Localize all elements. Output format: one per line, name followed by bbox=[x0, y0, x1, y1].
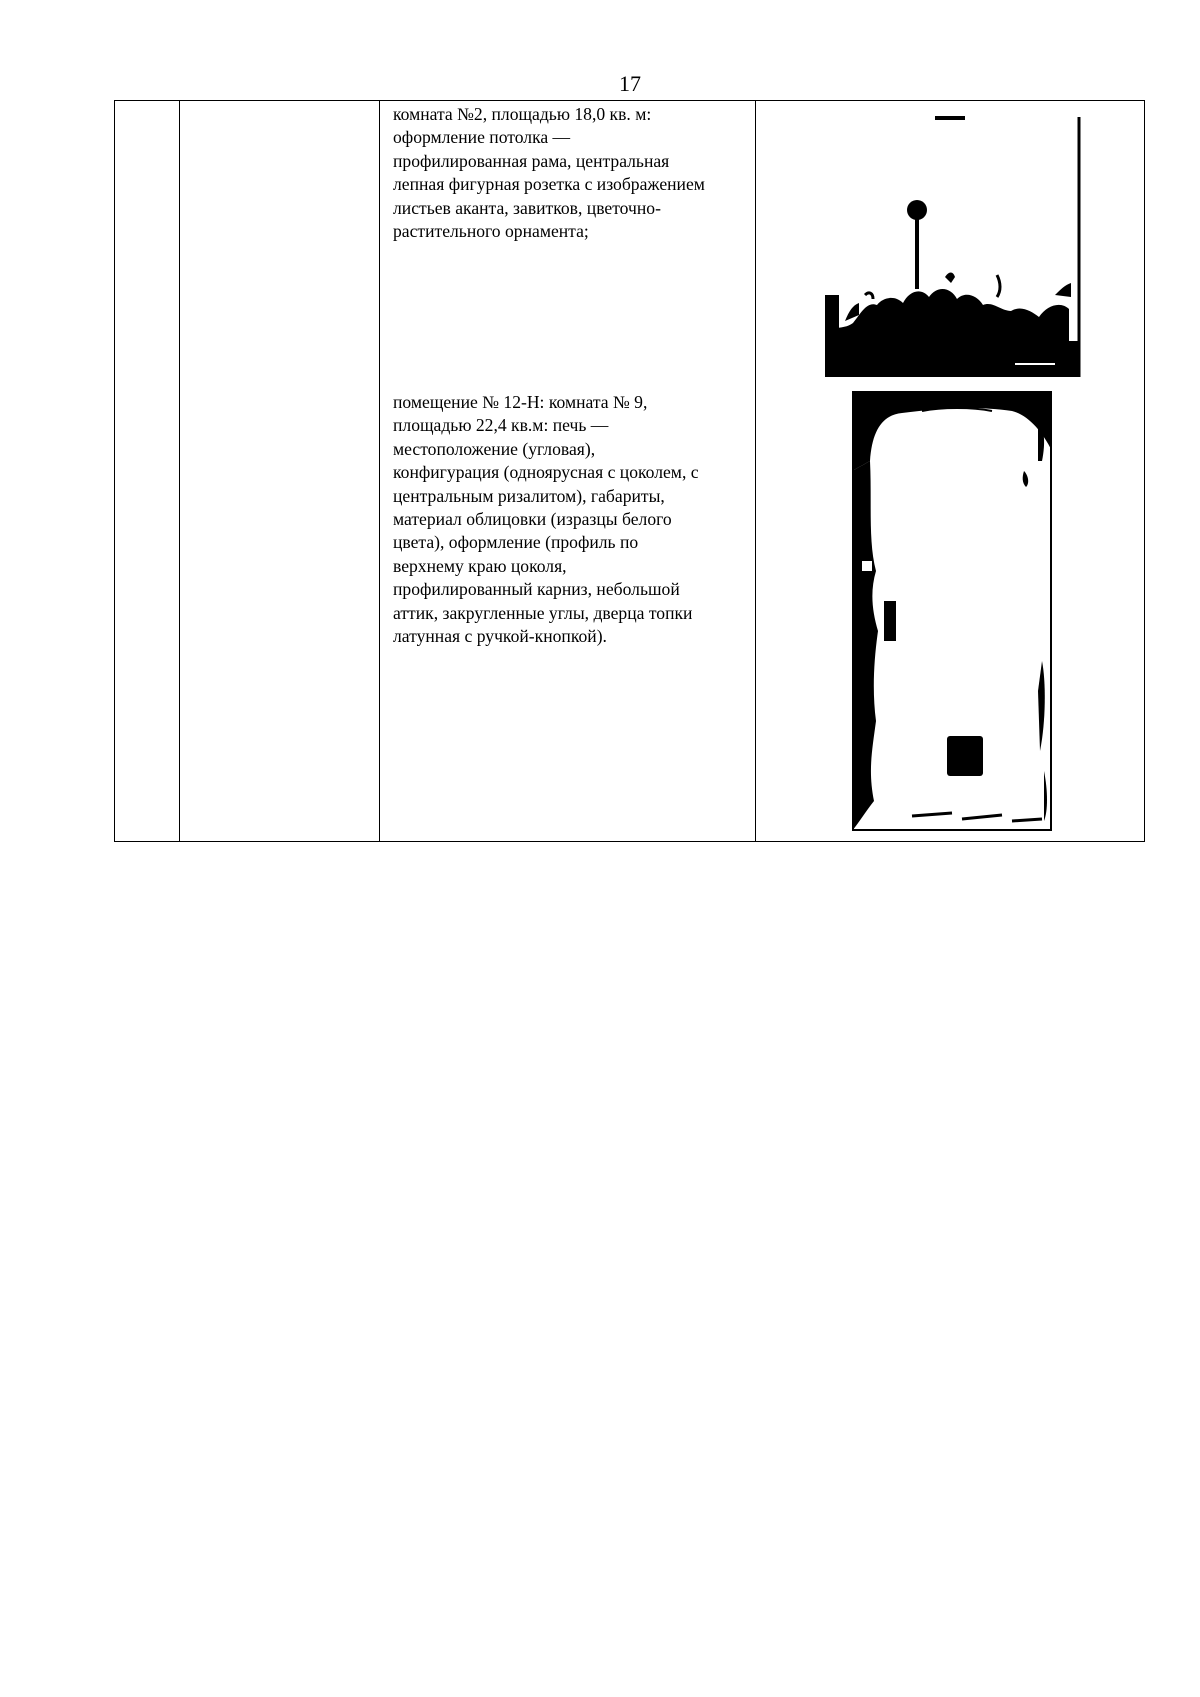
text-line: комната №2, площадью 18,0 кв. м: bbox=[393, 104, 652, 124]
text-line: латунная с ручкой-кнопкой). bbox=[393, 626, 607, 647]
text-line: оформление потолка — bbox=[393, 127, 571, 148]
text-line: помещение № 12-Н: комната № 9, bbox=[393, 392, 648, 412]
text-line: лепная фигурная розетка с изображением bbox=[393, 174, 705, 195]
text-line: цвета), оформление (профиль по bbox=[393, 532, 639, 553]
text-line: листьев аканта, завитков, цветочно- bbox=[393, 197, 661, 218]
column-divider bbox=[179, 101, 180, 841]
entry-text-room-2 bbox=[393, 103, 749, 243]
text-line: площадью 22,4 кв.м: печь — bbox=[393, 415, 609, 436]
text-line: материал облицовки (изразцы белого bbox=[393, 509, 672, 530]
text-line: верхнему краю цоколя, bbox=[393, 555, 567, 576]
tiled-stove-photo bbox=[852, 391, 1052, 831]
column-divider bbox=[755, 101, 756, 841]
text-line: профилированная рама, центральная bbox=[393, 150, 670, 171]
tiled-stove-image bbox=[852, 391, 1052, 831]
ceiling-rosette-image bbox=[825, 115, 1085, 377]
text-line: центральным ризалитом), габариты, bbox=[393, 485, 665, 506]
entry-text-room-9 bbox=[393, 391, 749, 648]
column-divider bbox=[379, 101, 380, 841]
text-line: профилированный карниз, небольшой bbox=[393, 579, 680, 600]
text-line: конфигурация (одноярусная с цоколем, с bbox=[393, 462, 699, 483]
text-line: аттик, закругленные углы, дверца топки bbox=[393, 602, 693, 623]
document-table bbox=[114, 100, 1145, 842]
page-number: 17 bbox=[619, 71, 641, 96]
text-line: местоположение (угловая), bbox=[393, 438, 596, 459]
ceiling-rosette-photo bbox=[825, 115, 1085, 377]
text-line: растительного орнамента; bbox=[393, 221, 589, 242]
